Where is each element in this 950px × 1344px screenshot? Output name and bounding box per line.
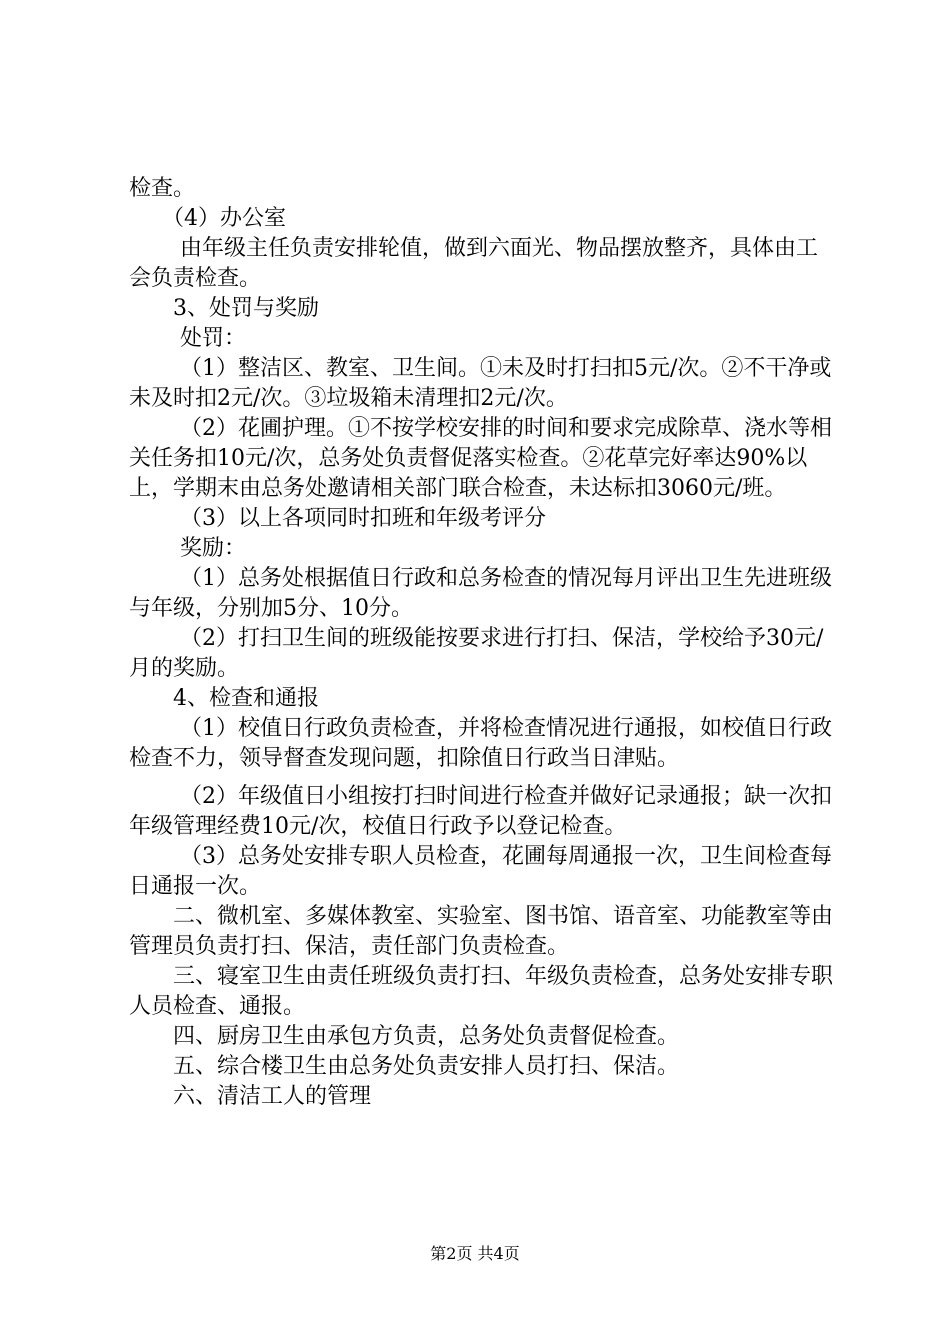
paragraph: （4）办公室 — [129, 206, 286, 231]
paragraph: （2）花圃护理。①不按学校安排的时间和要求完成除草、浇水等相关任务扣10元/次，总务处负责督促落实检查。②花草完好率达90%以上，学期末由总务处邀请相关部门联合检查，未达标扣3060元/班。 — [129, 416, 832, 501]
paragraph: 由年级主任负责安排轮值，做到六面光、物品摆放整齐，具体由工会负责检查。 — [129, 236, 818, 291]
page-footer — [0, 1244, 950, 1264]
paragraph: 三、寝室卫生由责任班级负责打扫、年级负责检查，总务处安排专职人员检查、通报。 — [129, 964, 834, 1019]
paragraph: 检查。 — [129, 176, 196, 201]
paragraph: （2）年级值日小组按打扫时间进行检查并做好记录通报；缺一次扣年级管理经费10元/次，校值日行政予以登记检查。 — [129, 784, 832, 839]
paragraph: （1）校值日行政负责检查，并将检查情况进行通报，如校值日行政检查不力，领导督查发现问题，扣除值日行政当日津贴。 — [129, 716, 832, 771]
paragraph: 3、处罚与奖励 — [129, 296, 319, 321]
paragraph: 4、检查和通报 — [129, 686, 319, 711]
document-body — [129, 174, 839, 1112]
paragraph: （3）以上各项同时扣班和年级考评分 — [129, 506, 546, 531]
paragraph: （3）总务处安排专职人员检查，花圃每周通报一次，卫生间检查每日通报一次。 — [129, 844, 832, 899]
paragraph: （1）整洁区、教室、卫生间。①未及时打扫扣5元/次。②不干净或未及时扣2元/次。③垃圾箱未清理扣2元/次。 — [129, 356, 832, 411]
paragraph: 五、综合楼卫生由总务处负责安排人员打扫、保洁。 — [129, 1054, 680, 1079]
paragraph: 处罚： — [129, 326, 246, 351]
paragraph: 二、微机室、多媒体教室、实验室、图书馆、语音室、功能教室等由管理员负责打扫、保洁，责任部门负责检查。 — [129, 904, 834, 959]
paragraph: 六、清洁工人的管理 — [129, 1084, 372, 1109]
paragraph: 奖励： — [129, 536, 246, 561]
paragraph: （1）总务处根据值日行政和总务检查的情况每月评出卫生先进班级与年级，分别加5分、10分。 — [129, 566, 832, 621]
page-number-label: 第2页 共4页 — [430, 1244, 520, 1263]
paragraph: 四、厨房卫生由承包方负责，总务处负责督促检查。 — [129, 1024, 680, 1049]
paragraph: （2）打扫卫生间的班级能按要求进行打扫、保洁，学校给予30元/月的奖励。 — [129, 626, 824, 681]
